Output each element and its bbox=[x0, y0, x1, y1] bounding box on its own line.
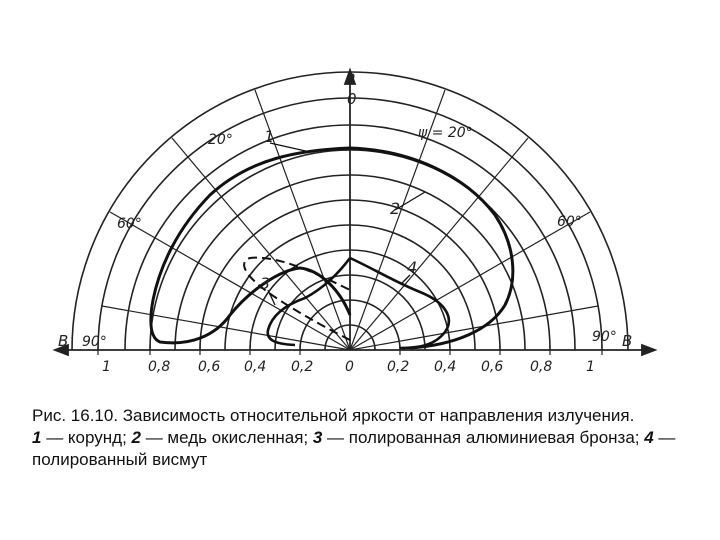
angle-label-left-20: 20° bbox=[208, 132, 233, 148]
figure-caption bbox=[32, 405, 692, 471]
axis-label-right: B bbox=[622, 332, 633, 350]
legend-text-1: — корунд; bbox=[41, 428, 132, 447]
radial-label-right-0-4: 0,4 bbox=[434, 359, 457, 375]
radial-label-right-0-2: 0,2 bbox=[387, 359, 410, 375]
angle-label-left-90: 90° bbox=[82, 334, 107, 350]
angle-label-right-60: 60° bbox=[557, 214, 582, 230]
legend-number-2: 2 bbox=[131, 428, 141, 447]
angle-label-right-20: ψ = 20° bbox=[418, 125, 473, 141]
radial-label-center: 0 bbox=[345, 359, 354, 375]
radial-label-left-0-6: 0,6 bbox=[198, 359, 221, 375]
radial-label-left-0-8: 0,8 bbox=[148, 359, 171, 375]
curve-label-3: 3 bbox=[260, 274, 271, 293]
radial-label-left-0-2: 0,2 bbox=[291, 359, 314, 375]
angle-label-right-90: 90° bbox=[592, 329, 617, 345]
legend-text-3: — полированная алюминиевая бронза; bbox=[322, 428, 645, 447]
radial-line-left-40 bbox=[172, 138, 350, 350]
axis-label-n: n bbox=[346, 68, 356, 86]
curve-label-4: 4 bbox=[407, 258, 418, 277]
axis-arrow-right bbox=[642, 345, 655, 355]
radial-label-right-1: 1 bbox=[586, 359, 595, 375]
radial-labels bbox=[102, 359, 595, 375]
radial-label-left-1: 1 bbox=[102, 359, 111, 375]
legend-number-3: 3 bbox=[312, 428, 323, 447]
caption-legend bbox=[32, 427, 692, 471]
axis-label-zero: 0 bbox=[347, 90, 357, 108]
curve-labels bbox=[260, 127, 417, 293]
legend-number-1: 1 bbox=[32, 428, 42, 447]
radial-label-right-0-8: 0,8 bbox=[530, 359, 553, 375]
curve-label-1: 1 bbox=[264, 127, 275, 146]
caption-title: Рис. 16.10. Зависимость относительной яркости от направления излучения. bbox=[32, 406, 635, 425]
legend-text-2: — медь окисленная; bbox=[140, 428, 313, 447]
legend-text-4: — полированный висмут bbox=[32, 428, 676, 469]
radial-label-left-0-4: 0,4 bbox=[244, 359, 267, 375]
legend-number-4: 4 bbox=[644, 428, 654, 447]
curve-label-2: 2 bbox=[390, 199, 401, 218]
radial-label-right-0-6: 0,6 bbox=[481, 359, 504, 375]
axis-label-left: B bbox=[58, 332, 69, 350]
angle-label-left-60: 60° bbox=[117, 216, 142, 232]
curve-2-oxidized-copper bbox=[350, 148, 513, 348]
